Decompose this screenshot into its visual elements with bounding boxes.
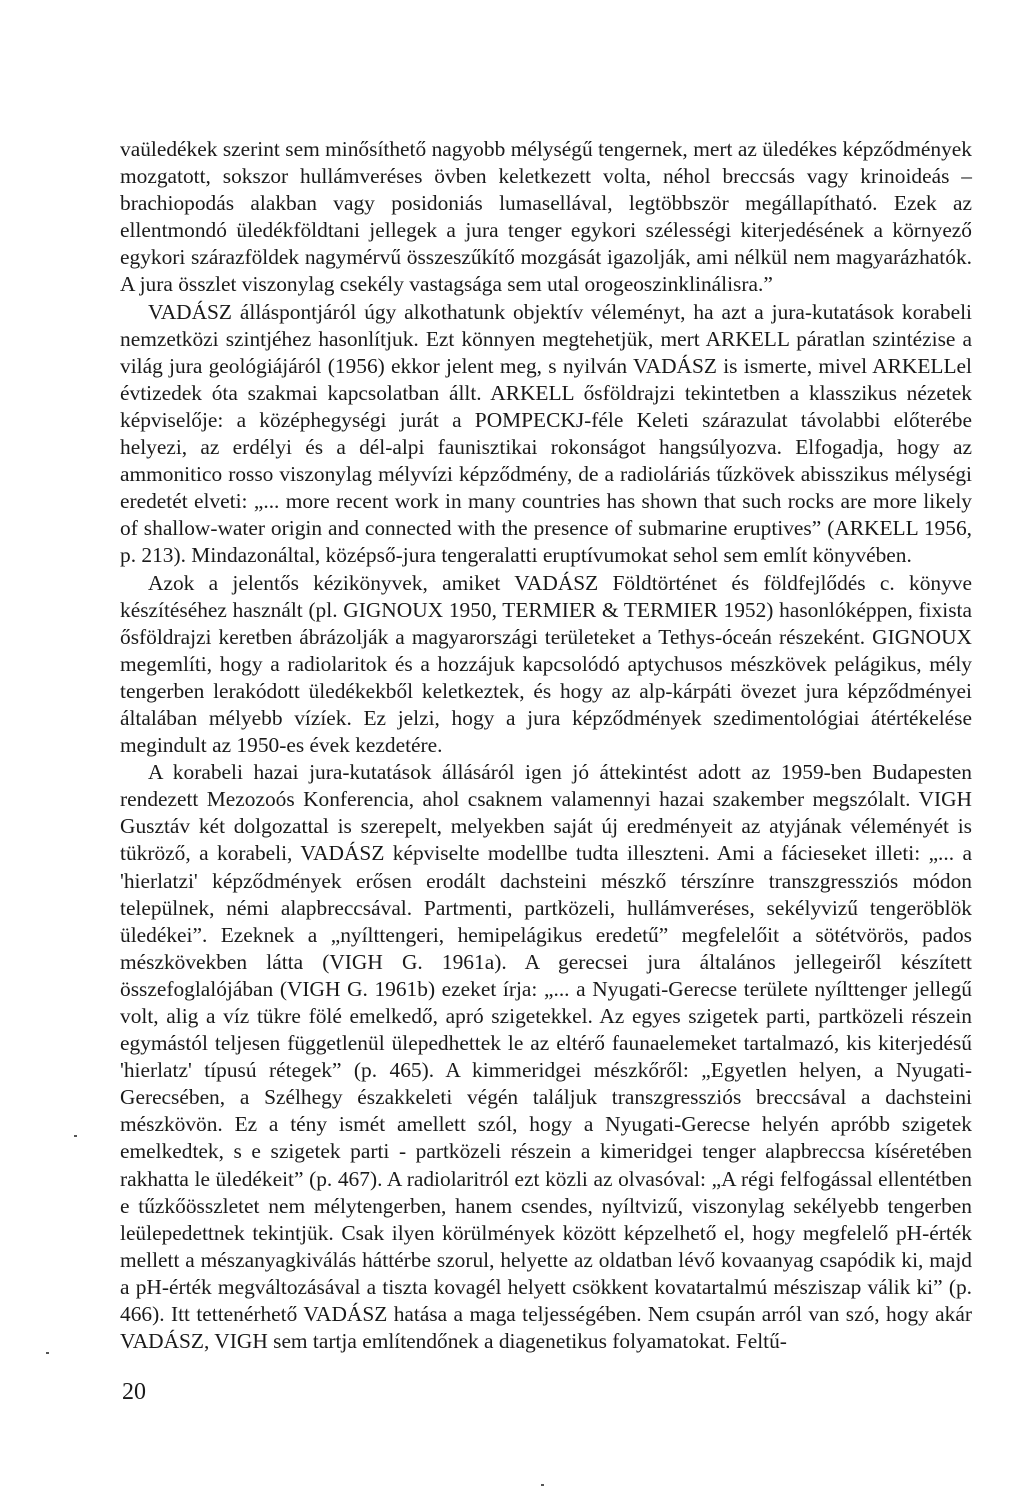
scan-speck: [541, 1484, 544, 1486]
paragraph-1: vaüledékek szerint sem minősíthető nagyobb mélységű tengernek, mert az üledékes képződmények mozgatott, sokszor hullámveréses övben keletkezett volta, néhol breccsás vagy krinoideás – brachiopodás alakban vagy posidoniás lumasellával, legtöbbször megállapítható. Ezek az ellentmondó üledékföldtani jellegek a jura tenger egykori szélességi kiterjedésének a környező egykori szárazföldek nagymérvű összeszűkítő mozgását igazolják, ami nélkül nem magyarázhatók. A jura összlet viszonylag csekély vastagsága sem utal orogeoszinklinálisra.”: [120, 137, 972, 297]
page-number: 20: [122, 1379, 146, 1405]
paragraph-2: VADÁSZ álláspontjáról úgy alkothatunk objektív véleményt, ha azt a jura-kutatások korabeli nemzetközi szintjéhez hasonlítjuk. Ezt könnyen megtehetjük, mert ARKELL páratlan szintézise a világ jura geológiájáról (1956) ekkor jelent meg, s nyilván VADÁSZ is ismerte, mivel ARKELLel évtizedek óta szakmai kapcsolatban állt. ARKELL ősföldrajzi tekintetben a klasszikus nézetek képviselője: a középhegységi jurát a POMPECKJ-féle Keleti szárazulat távolabbi előterébe helyezi, az erdélyi és a dél-alpi faunisztikai rokonságot hangsúlyozva. Elfogadja, hogy az ammonitico rosso viszonylag mélyvízi képződmény, de a radioláriás tűzkövek abisszikus mélységi eredetét elveti: „... more recent work in many countries has shown that such rocks are more likely of shallow-water origin and connected with the presence of submarine eruptives” (ARKELL 1956, p. 213). Mindazonáltal, középső-jura tengeralatti eruptívumokat sehol sem említ könyvében.: [120, 299, 972, 568]
scan-speck: [74, 1135, 77, 1137]
paragraph-4: A korabeli hazai jura-kutatások állásáról igen jó áttekintést adott az 1959-ben Budapesten rendezett Mezozoós Konferencia, ahol csaknem valamennyi hazai szakember megszólalt. VIGH Gusztáv két dolgozattal is szerepelt, melyekben saját új eredményeit az atyjának véleményét is tükröző, a korabeli, VADÁSZ képviselte modellbe tudta illeszteni. Ami a fácieseket illeti: „... a 'hierlatzi' képződmények erősen erodált dachsteini mészkő térszínre transzgressziós módon települnek, némi alapbreccsával. Partmenti, partközeli, hullámveréses, sekélyvizű tengeröblök üledékei”. Ezeknek a „nyílttengeri, hemipelágikus eredetű” megfelelőit a sötétvörös, pados mészkövekben látta (VIGH G. 1961a). A gerecsei jura általános jellegeiről készített összefoglalójában (VIGH G. 1961b) ezeket írja: „... a Nyugati-Gerecse területe nyílttenger jellegű volt, alig a víz tükre fölé emelkedő, apró szigetekkel. Az egyes szigetek parti, partközeli részein egymástól teljesen függetlenül ülepedhettek le az eltérő faunaelemeket tartalmazó, kis kiterjedésű 'hierlatz' típusú rétegek” (p. 465). A kimmeridgei mészkőről: „Egyetlen helyen, a Nyugati-Gerecsében, a Szélhegy északkeleti végén találjuk transzgressziós breccsával a dachsteini mészkövön. Ez a tény ismét amellett szól, hogy a Nyugati-Gerecse helyén apróbb szigetek emelkedtek, s e szigetek parti - partközeli részein a kimeridgei tenger alapbreccsa kíséretében rakhatta le üledékeit” (p. 467). A radiolaritról ezt közli az olvasóval: „A régi felfogással ellentétben e tűzkőösszletet nem mélytengerben, hanem csendes, nyíltvizű, viszonylag sekélyebb tengerben leülepedettnek tekintjük. Csak ilyen körülmények között képzelhető el, hogy megfelelő pH-érték mellett a mészanyagkiválás háttérbe szorul, helyette az oldatban lévő kovaanyag csapódik ki, majd a pH-érték megváltozásával a tiszta kovagél helyett csökkent kovatartalmú mésziszap válik ki” (p. 466). Itt tettenérhető VADÁSZ hatása a maga teljességében. Nem csupán arról van szó, hogy akár VADÁSZ, VIGH sem tartja említendőnek a diagenetikus folyamatokat. Feltű-: [120, 760, 972, 1354]
document-body: [120, 136, 972, 1355]
scan-speck: [46, 1352, 49, 1354]
paragraph-3: Azok a jelentős kézikönyvek, amiket VADÁSZ Földtörténet és földfejlődés c. könyve készítéséhez használt (pl. GIGNOUX 1950, TERMIER & TERMIER 1952) hasonlóképpen, fixista ősföldrajzi keretben ábrázolják a magyarországi területeket a Tethys-óceán részeként. GIGNOUX megemlíti, hogy a radiolaritok és a hozzájuk kapcsolódó aptychusos mészkövek pelágikus, mély tengerben lerakódott üledékekből keletkeztek, és hogy az alp-kárpáti övezet jura képződményei általában mélyebb vízíek. Ez jelzi, hogy a jura képződmények szedimentológiai átértékelése megindult az 1950-es évek kezdetére.: [120, 570, 972, 758]
